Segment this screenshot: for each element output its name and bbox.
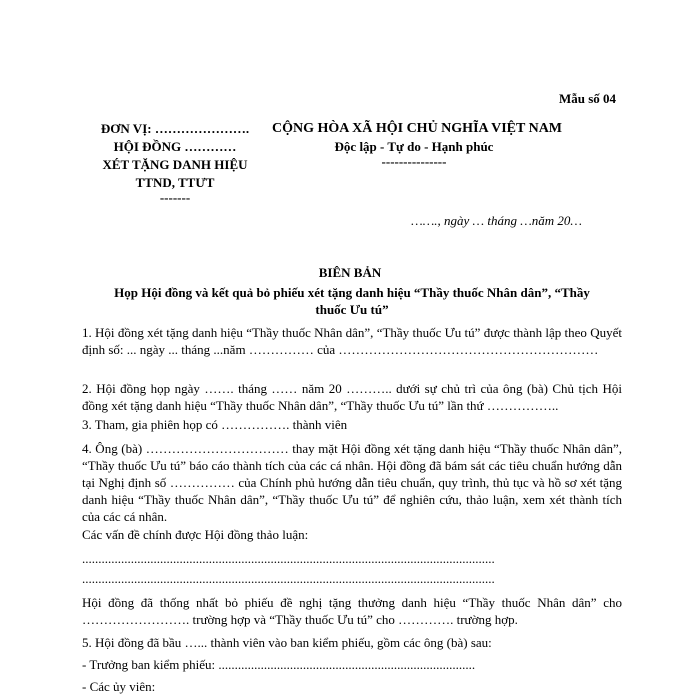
subtitle-line-2: thuốc Ưu tú” [315,302,389,317]
right-header [272,120,563,169]
form-number: Mẫu số 04 [558,91,616,106]
issues-label: Các vấn đề chính được Hội đồng thảo luận: [82,527,309,542]
date-line: ……., ngày … tháng …năm 20… [411,213,582,228]
document-subtitle [82,284,622,318]
right-header-divider: --------------- [381,154,447,169]
council-line: HỘI ĐỒNG ………… [113,139,237,154]
agreement-paragraph: Hội đồng đã thống nhất bỏ phiếu đề nghị tặng thưởng danh hiệu “Thầy thuốc Nhân dân” cho ……………………. trường hợp và “Thầy thuốc Ưu tú” cho …………. trường hợp. [82,595,622,627]
unit-line: ĐƠN VỊ: …………………. [100,121,250,136]
left-header-divider: ------- [159,190,191,205]
country-name: CỘNG HÒA XÃ HỘI CHỦ NGHĨA VIỆT NAM [272,121,563,136]
head-of-counting-board: - Trưởng ban kiểm phiếu: ............................................................................... [82,657,476,672]
dotted-line-2: ............................................................................................................................... [82,571,495,586]
paragraph-5: 5. Hội đồng đã bầu …... thành viên vào ban kiểm phiếu, gồm các ông (bà) sau: [82,635,492,650]
subtitle-line-1: Họp Hội đồng và kết quả bỏ phiếu xét tặng danh hiệu “Thầy thuốc Nhân dân”, “Thầy [114,285,590,300]
paragraph-1: 1. Hội đồng xét tặng danh hiệu “Thầy thuốc Nhân dân”, “Thầy thuốc Ưu tú” được thành lập theo Quyết định số: ... ngày ... tháng ...năm …………… của …………………………………………………… [82,325,622,357]
paragraph-2: 2. Hội đồng họp ngày ……. tháng …… năm 20 ……….. dưới sự chủ trì của ông (bà) Chủ tịch Hội đồng xét tặng danh hiệu “Thầy thuốc Nhân dân”, “Thầy thuốc Ưu tú” lần thứ …………….. [82,381,622,413]
dotted-line-1: ............................................................................................................................... [82,551,495,566]
national-motto: Độc lập - Tự do - Hạnh phúc [334,139,494,154]
paragraph-4: 4. Ông (bà) …………………………… thay mặt Hội đồng xét tặng danh hiệu “Thầy thuốc Nhân dân”, “Thầy thuốc Ưu tú” báo cáo thành tích của các cá nhân. Hội đồng đã bám sát các tiêu chuẩn hướng dẫn tại Nghị định số …………… của Chính phủ hướng dẫn tiêu chuẩn, quy trình, thủ tục và hồ sơ xét tặng danh hiệu “Thầy thuốc Nhân dân”, “Thầy thuốc Ưu tú” để nghiên cứu, thảo luận, xem xét thành tích của các cá nhân. [82,441,622,524]
document-title: BIÊN BẢN [318,265,382,280]
paragraph-3: 3. Tham, gia phiên họp có ……………. thành viên [82,417,348,432]
award-line: XÉT TẶNG DANH HIỆU [102,157,248,172]
board-members: - Các ủy viên: [82,679,156,694]
left-header [82,120,268,204]
title-abbrev-line: TTND, TTƯT [135,175,215,190]
